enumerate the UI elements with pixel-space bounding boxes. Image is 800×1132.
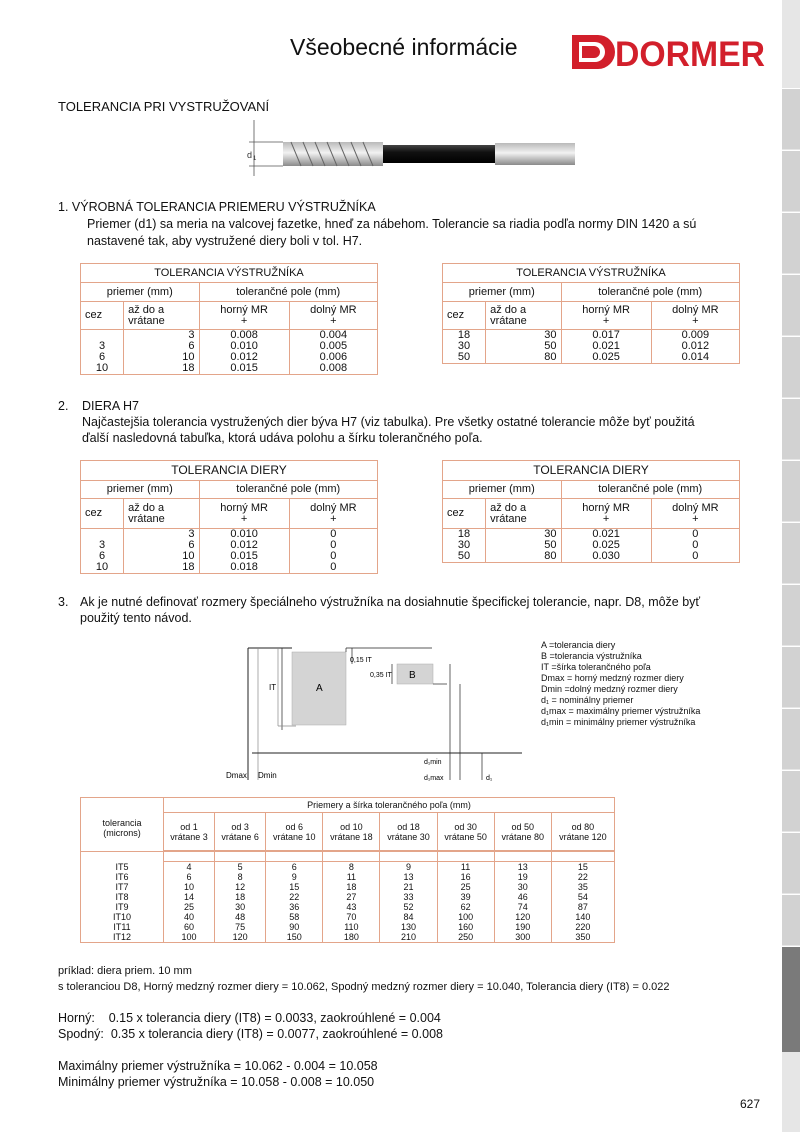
example-upper: Horný: 0.15 x tolerancia diery (IT8) = 0.0033, zaokroúhlené = 0.004 [58,1011,441,1025]
side-tab[interactable] [782,460,800,521]
table-row: 6 10 0.015 0 [81,551,378,562]
side-tab-active[interactable] [782,946,800,1052]
col-header: tolerančné pole (mm) [199,283,378,302]
col-header: priemer (mm) [81,283,200,302]
table-row: 3 6 0.010 0.005 [81,341,378,352]
legend-item: Dmin =dolný medzný rozmer diery [541,684,678,694]
table-row: 6 10 0.012 0.006 [81,352,378,363]
table-row: IT8 14 18 22 27 33 39 46 54 [81,892,615,902]
page-number: 627 [740,1097,761,1111]
reamer-illustration [243,118,583,182]
s3-number: 3. [58,595,69,609]
example-min: Minimálny priemer výstružníka = 10.058 - 0.008 = 10.050 [58,1075,375,1089]
d1min-label: d₁min [424,759,442,766]
hole-tolerance-table-right: TOLERANCIA DIERY priemer (mm) tolerančné pole (mm) cez až do a vrátane horný MR + dolný MR + 18 30 0.021 0 30 50 0.025 0 50 80 0.030 0 [442,460,740,563]
reamer-tolerance-table-right: TOLERANCIA VÝSTRUŽNÍKA priemer (mm) tolerančné pole (mm) cez až do a vrátane horný MR + dolný MR + 18 30 0.017 0.009 30 50 0.021 0.012 50 80 0.025 0.014 [442,263,740,364]
s1-line2: nastavené tak, aby vystružené diery boli v tol. H7. [87,234,363,248]
col-header: tolerančné pole (mm) [561,481,740,499]
col-header: od 10 vrátane 18 [323,813,380,851]
col-header: od 1 vrátane 3 [164,813,215,851]
table-row: 10 18 0.018 0 [81,562,378,574]
side-tab[interactable] [782,88,800,149]
label-015-it: 0,15 IT [350,657,372,664]
s2-number: 2. [58,399,69,413]
s2-line1: Najčastejšia tolerancia vystružených dier býva H7 (viz tabulka). Pre všetky ostatné tolerancie môže byť použitá [82,415,695,429]
table-row: 3 0.008 0.004 [81,330,378,342]
col-header: cez [81,499,124,529]
table-row: IT6 6 8 9 11 13 16 19 22 [81,872,615,882]
diagram-legend [541,640,700,728]
legend-item: B =tolerancia výstružníka [541,651,642,661]
table-row: 3 6 0.012 0 [81,540,378,551]
table-row: 3 0.010 0 [81,529,378,541]
table-title: Priemery a šírka tolerančného poľa (mm) [164,798,615,813]
col-header: priemer (mm) [443,481,562,499]
col-header: priemer (mm) [81,481,200,499]
hole-tolerance-table-left: TOLERANCIA DIERY priemer (mm) tolerančné pole (mm) cez až do a vrátane horný MR + dolný MR + 3 0.010 0 3 6 0.012 0 6 10 0.015 0 10 18 0.018 0 [80,460,378,574]
d1max-label: d₁max [424,775,444,782]
zone-b-label: B [409,670,416,681]
side-tab[interactable] [782,150,800,211]
legend-item: d₁ = nominálny priemer [541,695,634,705]
table-row: 30 50 0.021 0.012 [443,341,740,352]
table-row: 50 80 0.025 0.014 [443,352,740,364]
side-tab[interactable] [782,274,800,335]
col-header: od 6 vrátane 10 [266,813,323,851]
side-tab[interactable] [782,336,800,397]
section-title: TOLERANCIA PRI VYSTRUŽOVANÍ [58,99,270,114]
brand-text: DORMER [615,35,765,71]
table-title: TOLERANCIA VÝSTRUŽNÍKA [81,264,378,283]
s1-line1: Priemer (d1) sa meria na valcovej fazetke, hneď za nábehom. Tolerancie sa riadia podľa normy DIN 1420 a sú [87,217,697,231]
table-row: IT10 40 48 58 70 84 100 120 140 [81,912,615,922]
col-header: od 18 vrátane 30 [380,813,437,851]
svg-text:1: 1 [253,156,257,162]
table-row: 18 30 0.021 0 [443,529,740,541]
legend-item: d₁max = maximálny priemer výstružníka [541,706,701,716]
table-row: 18 30 0.017 0.009 [443,330,740,342]
col-header: od 30 vrátane 50 [437,813,494,851]
s3-line1: Ak je nutné definovať rozmery špeciálneho výstružníka na dosiahnutie špecifickej tolerancie, napr. D8, môže byť [80,595,701,609]
side-tab-strip [782,0,800,1132]
table-row: IT9 25 30 36 43 52 62 74 87 [81,902,615,912]
legend-item: d₁min = minimálny priemer výstružníka [541,717,696,727]
svg-text:d: d [247,150,253,160]
side-tab[interactable] [782,832,800,893]
col-header: cez [443,499,486,529]
table-row: IT12 100 120 150 180 210 250 300 350 [81,932,615,943]
table-row: IT7 10 12 15 18 21 25 30 35 [81,882,615,892]
table-title: TOLERANCIA VÝSTRUŽNÍKA [443,264,740,283]
example-line-2: s toleranciou D8, Horný medzný rozmer diery = 10.062, Spodný medzný rozmer diery = 10.040, Tolerancia diery (IT8) = 0.022 [58,981,670,993]
label-035-it: 0,35 IT [370,672,392,679]
table-row: IT5 4 5 6 8 9 11 13 15 [81,862,615,873]
side-tab[interactable] [782,646,800,707]
page-title: Všeobecné informácie [290,34,518,60]
tolerance-diagram [222,640,522,785]
col-header: od 50 vrátane 80 [494,813,551,851]
table-row: 10 18 0.015 0.008 [81,363,378,375]
dormer-logo [570,33,766,71]
dormer-logo-icon [570,33,766,71]
col-header: priemer (mm) [443,283,562,302]
table-row: 50 80 0.030 0 [443,551,740,563]
table-title: TOLERANCIA DIERY [81,461,378,481]
example-line-1: príklad: diera priem. 10 mm [58,965,192,977]
side-tab[interactable] [782,584,800,645]
s2-heading: DIERA H7 [82,399,139,413]
dmax-label: Dmax [226,771,247,780]
s1-heading: 1. VÝROBNÁ TOLERANCIA PRIEMERU VÝSTRUŽNÍKA [58,200,376,214]
legend-item: IT =šírka tolerančného poľa [541,662,651,672]
reamer-tolerance-table-left: TOLERANCIA VÝSTRUŽNÍKA priemer (mm) tolerančné pole (mm) cez až do a vrátane horný MR + dolný MR + 3 0.008 0.004 3 6 0.010 0.005 6 10 0.012 0.006 10 18 0.015 0.008 [80,263,378,375]
legend-item: Dmax = horný medzný rozmer diery [541,673,684,683]
example-lower: Spodný: 0.35 x tolerancia diery (IT8) = 0.0077, zaokroúhlené = 0.008 [58,1027,443,1041]
side-tab[interactable] [782,522,800,583]
legend-item: A =tolerancia diery [541,640,616,650]
dmin-label: Dmin [258,771,277,780]
table-row: 30 50 0.025 0 [443,540,740,551]
col-header: tolerancia [102,817,142,828]
side-tab[interactable] [782,212,800,273]
side-tab[interactable] [782,708,800,769]
d1-label: d₁ [486,775,493,782]
side-tab[interactable] [782,894,800,945]
col-header: tolerančné pole (mm) [561,283,740,302]
table-row: IT11 60 75 90 110 130 160 190 220 [81,922,615,932]
col-header: od 3 vrátane 6 [215,813,266,851]
it-label: IT [269,683,277,692]
s3-line2: použitý tento návod. [80,611,192,625]
col-header: tolerančné pole (mm) [199,481,378,499]
side-tab[interactable] [782,770,800,831]
it-tolerance-table: Priemery a šírka tolerančného poľa (mm) od 1 vrátane 3 od 3 vrátane 6 od 6 vrátane 10 od 10 vrátane 18 od 18 vrátane 30 od 30 vrátane 50 od 50 vrátane 80 od 80 vrátane 120 tolerancia (microns) IT5 4 5 6 8 9 11 13 15 IT6 6 8 9 11 13 16 19 22 IT7 10 12 15 18 21 25 30 35 IT8 14 18 22 27 33 39 46 54 IT9 25 30 36 43 52 62 74 87 IT10 40 48 58 70 84 100 120 140 IT11 60 75 90 110 130 160 190 220 IT12 100 120 150 180 210 250 300 350 [80,797,615,943]
col-header: cez [443,302,486,330]
table-title: TOLERANCIA DIERY [443,461,740,481]
s2-line2: ďalší nasledovná tabuľka, ktorá udáva polohu a šírku tolerančného poľa. [82,431,483,445]
side-tab[interactable] [782,398,800,459]
col-header: od 80 vrátane 120 [551,813,614,851]
col-header: cez [81,302,124,330]
zone-a-label: A [316,683,323,694]
example-max: Maximálny priemer výstružníka = 10.062 - 0.004 = 10.058 [58,1059,378,1073]
